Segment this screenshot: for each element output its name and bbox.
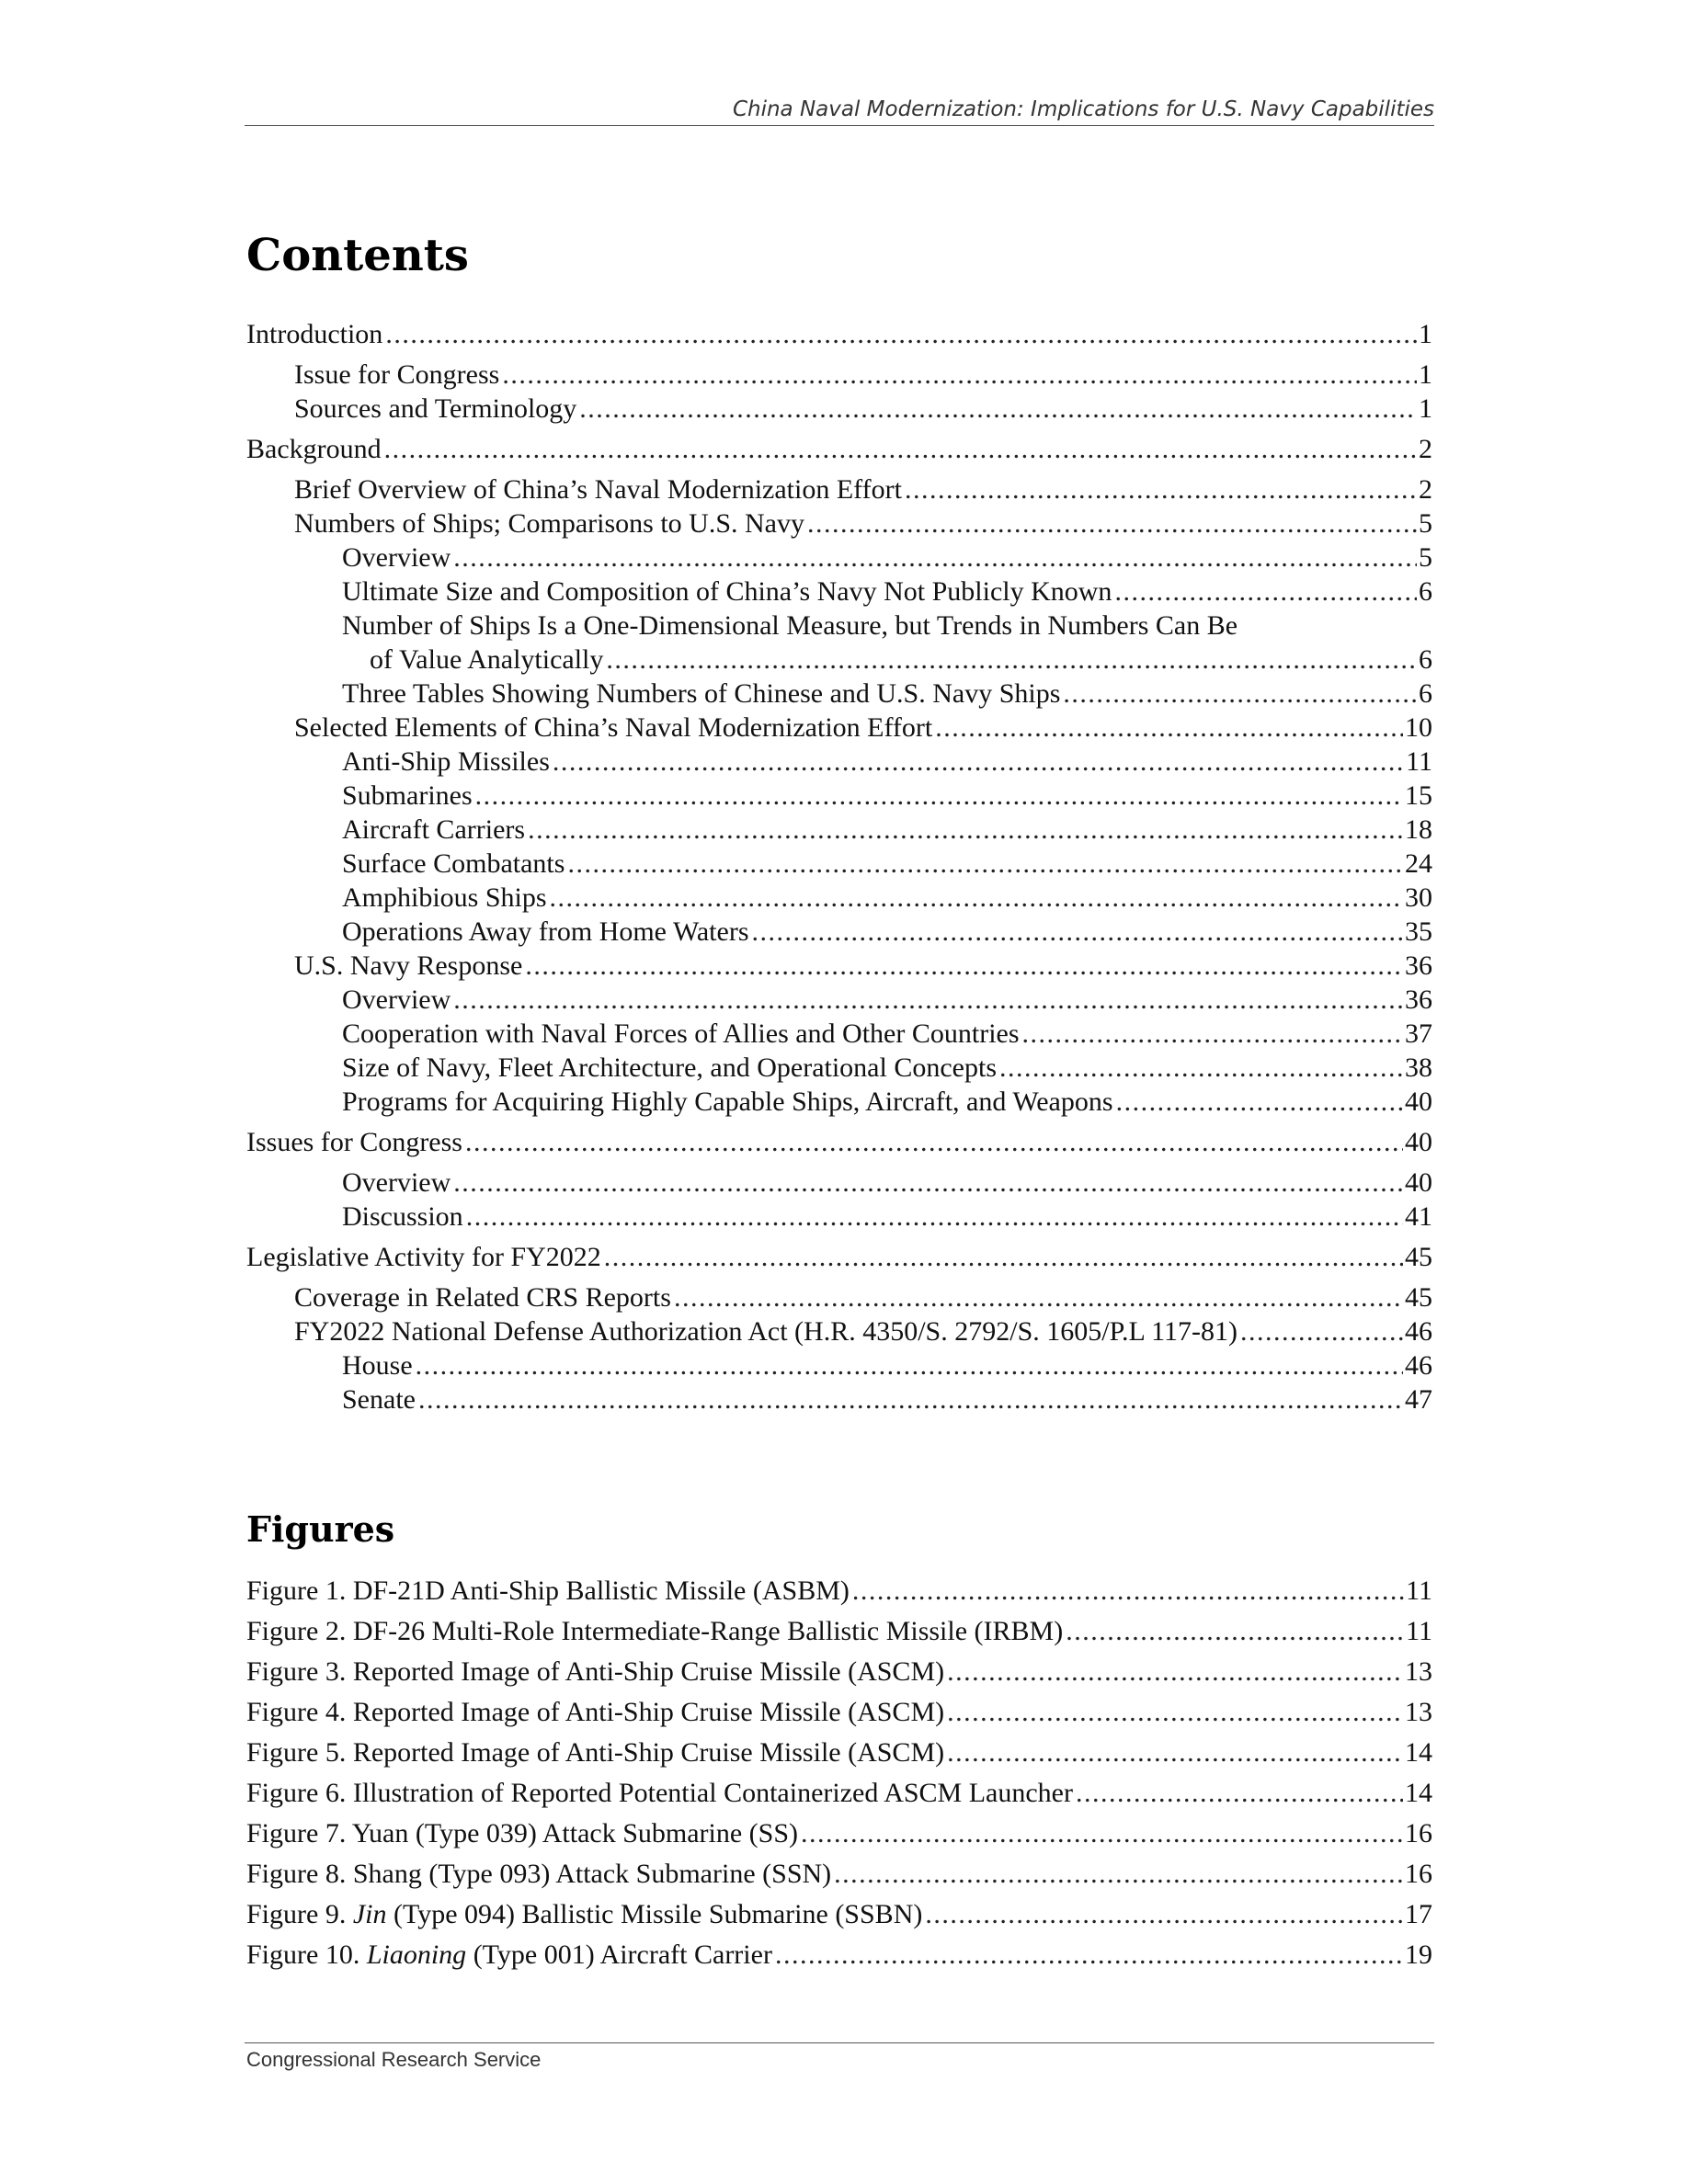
dot-leader bbox=[947, 1733, 1403, 1773]
dot-leader bbox=[453, 983, 1403, 1017]
toc-entry[interactable] bbox=[246, 609, 1432, 677]
toc-entry[interactable] bbox=[246, 1017, 1432, 1051]
toc-entry-page: 46 bbox=[1405, 1316, 1432, 1347]
figure-entry-title bbox=[246, 1894, 922, 1935]
toc-entry-page: 10 bbox=[1405, 712, 1432, 743]
figure-entry-page: 19 bbox=[1405, 1939, 1432, 1970]
figure-entry[interactable] bbox=[246, 1611, 1432, 1652]
toc-entry-title: Programs for Acquiring Highly Capable Ships, Aircraft, and Weapons bbox=[342, 1086, 1113, 1117]
toc-entry-title: Number of Ships Is a One-Dimensional Measure, but Trends in Numbers Can Be bbox=[342, 610, 1238, 641]
toc-entry-title: Issues for Congress bbox=[246, 1127, 462, 1157]
figures-heading: Figures bbox=[246, 1508, 395, 1550]
figure-entry-page: 14 bbox=[1405, 1778, 1432, 1808]
toc-entry[interactable] bbox=[246, 711, 1432, 745]
toc-entry-page: 40 bbox=[1405, 1086, 1432, 1117]
dot-leader bbox=[775, 1935, 1403, 1975]
toc-entry[interactable] bbox=[246, 574, 1432, 609]
toc-entry[interactable] bbox=[246, 1348, 1432, 1382]
figure-entry-page: 13 bbox=[1405, 1656, 1432, 1687]
toc-entry[interactable] bbox=[246, 915, 1432, 949]
dot-leader bbox=[502, 358, 1417, 392]
toc-entry-page: 46 bbox=[1405, 1350, 1432, 1381]
figure-entry-title bbox=[246, 1935, 772, 1975]
toc-entry-page: 40 bbox=[1405, 1167, 1432, 1198]
toc-entry[interactable] bbox=[246, 472, 1432, 506]
toc-entry-title: FY2022 National Defense Authorization Act (H.R. 4350/S. 2792/S. 1605/P.L 117-81) bbox=[294, 1316, 1238, 1347]
header-rule bbox=[245, 125, 1434, 126]
figure-entry-suffix: (Type 001) Aircraft Carrier bbox=[466, 1939, 772, 1970]
toc-entry-title-continued: of Value Analytically bbox=[370, 644, 604, 675]
toc-entry-page: 2 bbox=[1419, 434, 1432, 464]
figure-entry-page: 17 bbox=[1405, 1899, 1432, 1929]
dot-leader bbox=[416, 1348, 1403, 1382]
toc-entry[interactable] bbox=[246, 506, 1432, 540]
figure-entry[interactable] bbox=[246, 1814, 1432, 1854]
toc-entry-page: 1 bbox=[1419, 393, 1432, 424]
dot-leader bbox=[604, 1240, 1403, 1274]
toc-entry-page: 24 bbox=[1405, 848, 1432, 879]
dot-leader bbox=[852, 1571, 1404, 1611]
figure-entry-title: Figure 6. Illustration of Reported Potential Containerized ASCM Launcher bbox=[246, 1778, 1073, 1808]
toc-entry-title: Coverage in Related CRS Reports bbox=[294, 1282, 671, 1313]
dot-leader bbox=[1240, 1314, 1403, 1348]
dot-leader bbox=[606, 643, 1417, 677]
figure-entry-page: 16 bbox=[1405, 1818, 1432, 1848]
figure-entry-title: Figure 4. Reported Image of Anti-Ship Cruise Missile (ASCM) bbox=[246, 1697, 945, 1727]
dot-leader bbox=[925, 1894, 1403, 1935]
toc-entry[interactable] bbox=[246, 1240, 1432, 1274]
toc-entry-page: 5 bbox=[1419, 542, 1432, 573]
toc-entry[interactable] bbox=[246, 779, 1432, 813]
dot-leader bbox=[453, 540, 1417, 574]
toc-entry-title: Overview bbox=[342, 1167, 451, 1198]
toc-entry[interactable] bbox=[246, 1051, 1432, 1085]
figure-entry-page: 14 bbox=[1405, 1737, 1432, 1768]
dot-leader bbox=[947, 1652, 1403, 1692]
figure-entry-title: Figure 8. Shang (Type 093) Attack Submarine (SSN) bbox=[246, 1859, 832, 1889]
toc-entry-page: 30 bbox=[1405, 882, 1432, 913]
figure-entry[interactable] bbox=[246, 1652, 1432, 1692]
toc-entry-page: 45 bbox=[1405, 1282, 1432, 1313]
figure-entry[interactable] bbox=[246, 1894, 1432, 1935]
dot-leader bbox=[579, 392, 1417, 426]
toc-entry[interactable] bbox=[246, 949, 1432, 983]
toc-entry-page: 6 bbox=[1419, 678, 1432, 709]
footer-text: Congressional Research Service bbox=[246, 2048, 542, 2071]
contents-heading: Contents bbox=[246, 230, 469, 281]
toc-entry-title: Three Tables Showing Numbers of Chinese and U.S. Navy Ships bbox=[342, 678, 1061, 709]
toc-entry[interactable] bbox=[246, 1314, 1432, 1348]
toc-entry-page: 5 bbox=[1419, 508, 1432, 539]
dot-leader bbox=[385, 317, 1417, 351]
figure-entry[interactable] bbox=[246, 1935, 1432, 1975]
dot-leader bbox=[1022, 1017, 1403, 1051]
toc-entry-page: 15 bbox=[1405, 780, 1432, 811]
figure-entry-title: Figure 1. DF-21D Anti-Ship Ballistic Missile (ASBM) bbox=[246, 1575, 850, 1606]
toc-entry[interactable] bbox=[246, 813, 1432, 847]
figure-entry[interactable] bbox=[246, 1733, 1432, 1773]
toc-entry-title: House bbox=[342, 1350, 413, 1381]
figure-entry-italic-name: Jin bbox=[352, 1899, 387, 1929]
toc-entry-page: 37 bbox=[1405, 1018, 1432, 1049]
dot-leader bbox=[475, 779, 1403, 813]
toc-entry[interactable] bbox=[246, 1125, 1432, 1159]
toc-entry-title: Overview bbox=[342, 542, 451, 573]
toc-entry[interactable] bbox=[246, 677, 1432, 711]
toc-entry-title: Brief Overview of China’s Naval Modernization Effort bbox=[294, 474, 902, 505]
dot-leader bbox=[1076, 1773, 1403, 1814]
dot-leader bbox=[1114, 574, 1417, 609]
dot-leader bbox=[674, 1280, 1403, 1314]
toc-entry[interactable] bbox=[246, 745, 1432, 779]
toc-entry-title: Discussion bbox=[342, 1201, 463, 1232]
figure-entry[interactable] bbox=[246, 1773, 1432, 1814]
figure-entry-prefix: Figure 9. bbox=[246, 1899, 353, 1929]
figure-entry-page: 16 bbox=[1405, 1859, 1432, 1889]
dot-leader bbox=[752, 915, 1404, 949]
dot-leader bbox=[384, 432, 1417, 466]
toc-entry[interactable] bbox=[246, 432, 1432, 466]
toc-entry-title: Ultimate Size and Composition of China’s Navy Not Publicly Known bbox=[342, 576, 1112, 607]
figure-entry-title: Figure 3. Reported Image of Anti-Ship Cruise Missile (ASCM) bbox=[246, 1656, 945, 1687]
toc-entry-page: 47 bbox=[1405, 1384, 1432, 1415]
toc-entry[interactable] bbox=[246, 358, 1432, 392]
footer-rule bbox=[245, 2042, 1434, 2043]
toc-entry[interactable] bbox=[246, 317, 1432, 351]
toc-entry-title: Size of Navy, Fleet Architecture, and Operational Concepts bbox=[342, 1052, 997, 1083]
figure-entry-suffix: (Type 094) Ballistic Missile Submarine (SSBN) bbox=[386, 1899, 923, 1929]
toc-entry-title: Aircraft Carriers bbox=[342, 814, 526, 845]
toc-entry-title: Sources and Terminology bbox=[294, 393, 577, 424]
dot-leader bbox=[834, 1854, 1403, 1894]
running-header: China Naval Modernization: Implications for U.S. Navy Capabilities bbox=[732, 97, 1434, 121]
toc-entry-title: U.S. Navy Response bbox=[294, 950, 523, 981]
dot-leader bbox=[418, 1382, 1403, 1416]
toc-entry-page: 40 bbox=[1405, 1127, 1432, 1157]
figure-entry-page: 11 bbox=[1406, 1616, 1432, 1646]
dot-leader bbox=[550, 881, 1403, 915]
toc-entry-title: Selected Elements of China’s Naval Modernization Effort bbox=[294, 712, 933, 743]
toc-entry[interactable] bbox=[246, 1280, 1432, 1314]
figure-entry[interactable] bbox=[246, 1571, 1432, 1611]
dot-leader bbox=[947, 1692, 1403, 1733]
dot-leader bbox=[567, 847, 1403, 881]
figure-entry-title: Figure 7. Yuan (Type 039) Attack Submarine (SS) bbox=[246, 1818, 799, 1848]
table-of-contents bbox=[246, 317, 1432, 1416]
toc-entry[interactable] bbox=[246, 392, 1432, 426]
toc-entry[interactable] bbox=[246, 1200, 1432, 1234]
toc-entry-page: 41 bbox=[1405, 1201, 1432, 1232]
dot-leader bbox=[999, 1051, 1403, 1085]
dot-leader bbox=[905, 472, 1417, 506]
toc-entry[interactable] bbox=[246, 881, 1432, 915]
dot-leader bbox=[525, 949, 1403, 983]
dot-leader bbox=[528, 813, 1403, 847]
figure-entry-prefix: Figure 10. bbox=[246, 1939, 367, 1970]
dot-leader bbox=[1063, 677, 1417, 711]
dot-leader bbox=[1066, 1611, 1404, 1652]
toc-entry-title: Issue for Congress bbox=[294, 359, 500, 390]
toc-entry[interactable] bbox=[246, 1382, 1432, 1416]
toc-entry-title: Amphibious Ships bbox=[342, 882, 547, 913]
dot-leader bbox=[801, 1814, 1403, 1854]
toc-entry-page: 18 bbox=[1405, 814, 1432, 845]
dot-leader bbox=[935, 711, 1403, 745]
figure-entry[interactable] bbox=[246, 1692, 1432, 1733]
toc-entry-title: Senate bbox=[342, 1384, 416, 1415]
figure-entry-title: Figure 2. DF-26 Multi-Role Intermediate-Range Ballistic Missile (IRBM) bbox=[246, 1616, 1064, 1646]
toc-entry[interactable] bbox=[246, 540, 1432, 574]
dot-leader bbox=[453, 1166, 1403, 1200]
toc-entry-page: 36 bbox=[1405, 950, 1432, 981]
toc-entry-page: 6 bbox=[1419, 576, 1432, 607]
toc-entry-page: 36 bbox=[1405, 984, 1432, 1015]
figure-entry-page: 13 bbox=[1405, 1697, 1432, 1727]
toc-entry-page: 2 bbox=[1419, 474, 1432, 505]
toc-entry[interactable] bbox=[246, 1085, 1432, 1119]
toc-entry[interactable] bbox=[246, 983, 1432, 1017]
toc-entry-title: Background bbox=[246, 434, 382, 464]
toc-entry-page: 1 bbox=[1419, 319, 1432, 349]
figure-entry-italic-name: Liaoning bbox=[366, 1939, 467, 1970]
toc-entry-title: Introduction bbox=[246, 319, 383, 349]
toc-entry-title: Overview bbox=[342, 984, 451, 1015]
toc-entry-title: Anti-Ship Missiles bbox=[342, 746, 550, 777]
toc-entry-title: Operations Away from Home Waters bbox=[342, 916, 749, 947]
dot-leader bbox=[807, 506, 1417, 540]
toc-entry-title: Legislative Activity for FY2022 bbox=[246, 1242, 601, 1272]
dot-leader bbox=[1116, 1085, 1403, 1119]
toc-entry-page: 38 bbox=[1405, 1052, 1432, 1083]
toc-entry-page: 11 bbox=[1406, 746, 1432, 777]
dot-leader bbox=[553, 745, 1404, 779]
dot-leader bbox=[466, 1200, 1403, 1234]
toc-entry-title: Cooperation with Naval Forces of Allies and Other Countries bbox=[342, 1018, 1020, 1049]
figure-entry[interactable] bbox=[246, 1854, 1432, 1894]
toc-entry[interactable] bbox=[246, 847, 1432, 881]
figure-entry-title: Figure 5. Reported Image of Anti-Ship Cruise Missile (ASCM) bbox=[246, 1737, 945, 1768]
toc-entry-title: Submarines bbox=[342, 780, 473, 811]
toc-entry-page: 6 bbox=[1419, 644, 1432, 675]
toc-entry[interactable] bbox=[246, 1166, 1432, 1200]
toc-entry-title: Surface Combatants bbox=[342, 848, 565, 879]
toc-entry-page: 1 bbox=[1419, 359, 1432, 390]
list-of-figures bbox=[246, 1571, 1432, 1975]
toc-entry-page: 45 bbox=[1405, 1242, 1432, 1272]
toc-entry-title: Numbers of Ships; Comparisons to U.S. Navy bbox=[294, 508, 804, 539]
toc-entry-page: 35 bbox=[1405, 916, 1432, 947]
dot-leader bbox=[465, 1125, 1403, 1159]
figure-entry-page: 11 bbox=[1406, 1575, 1432, 1606]
